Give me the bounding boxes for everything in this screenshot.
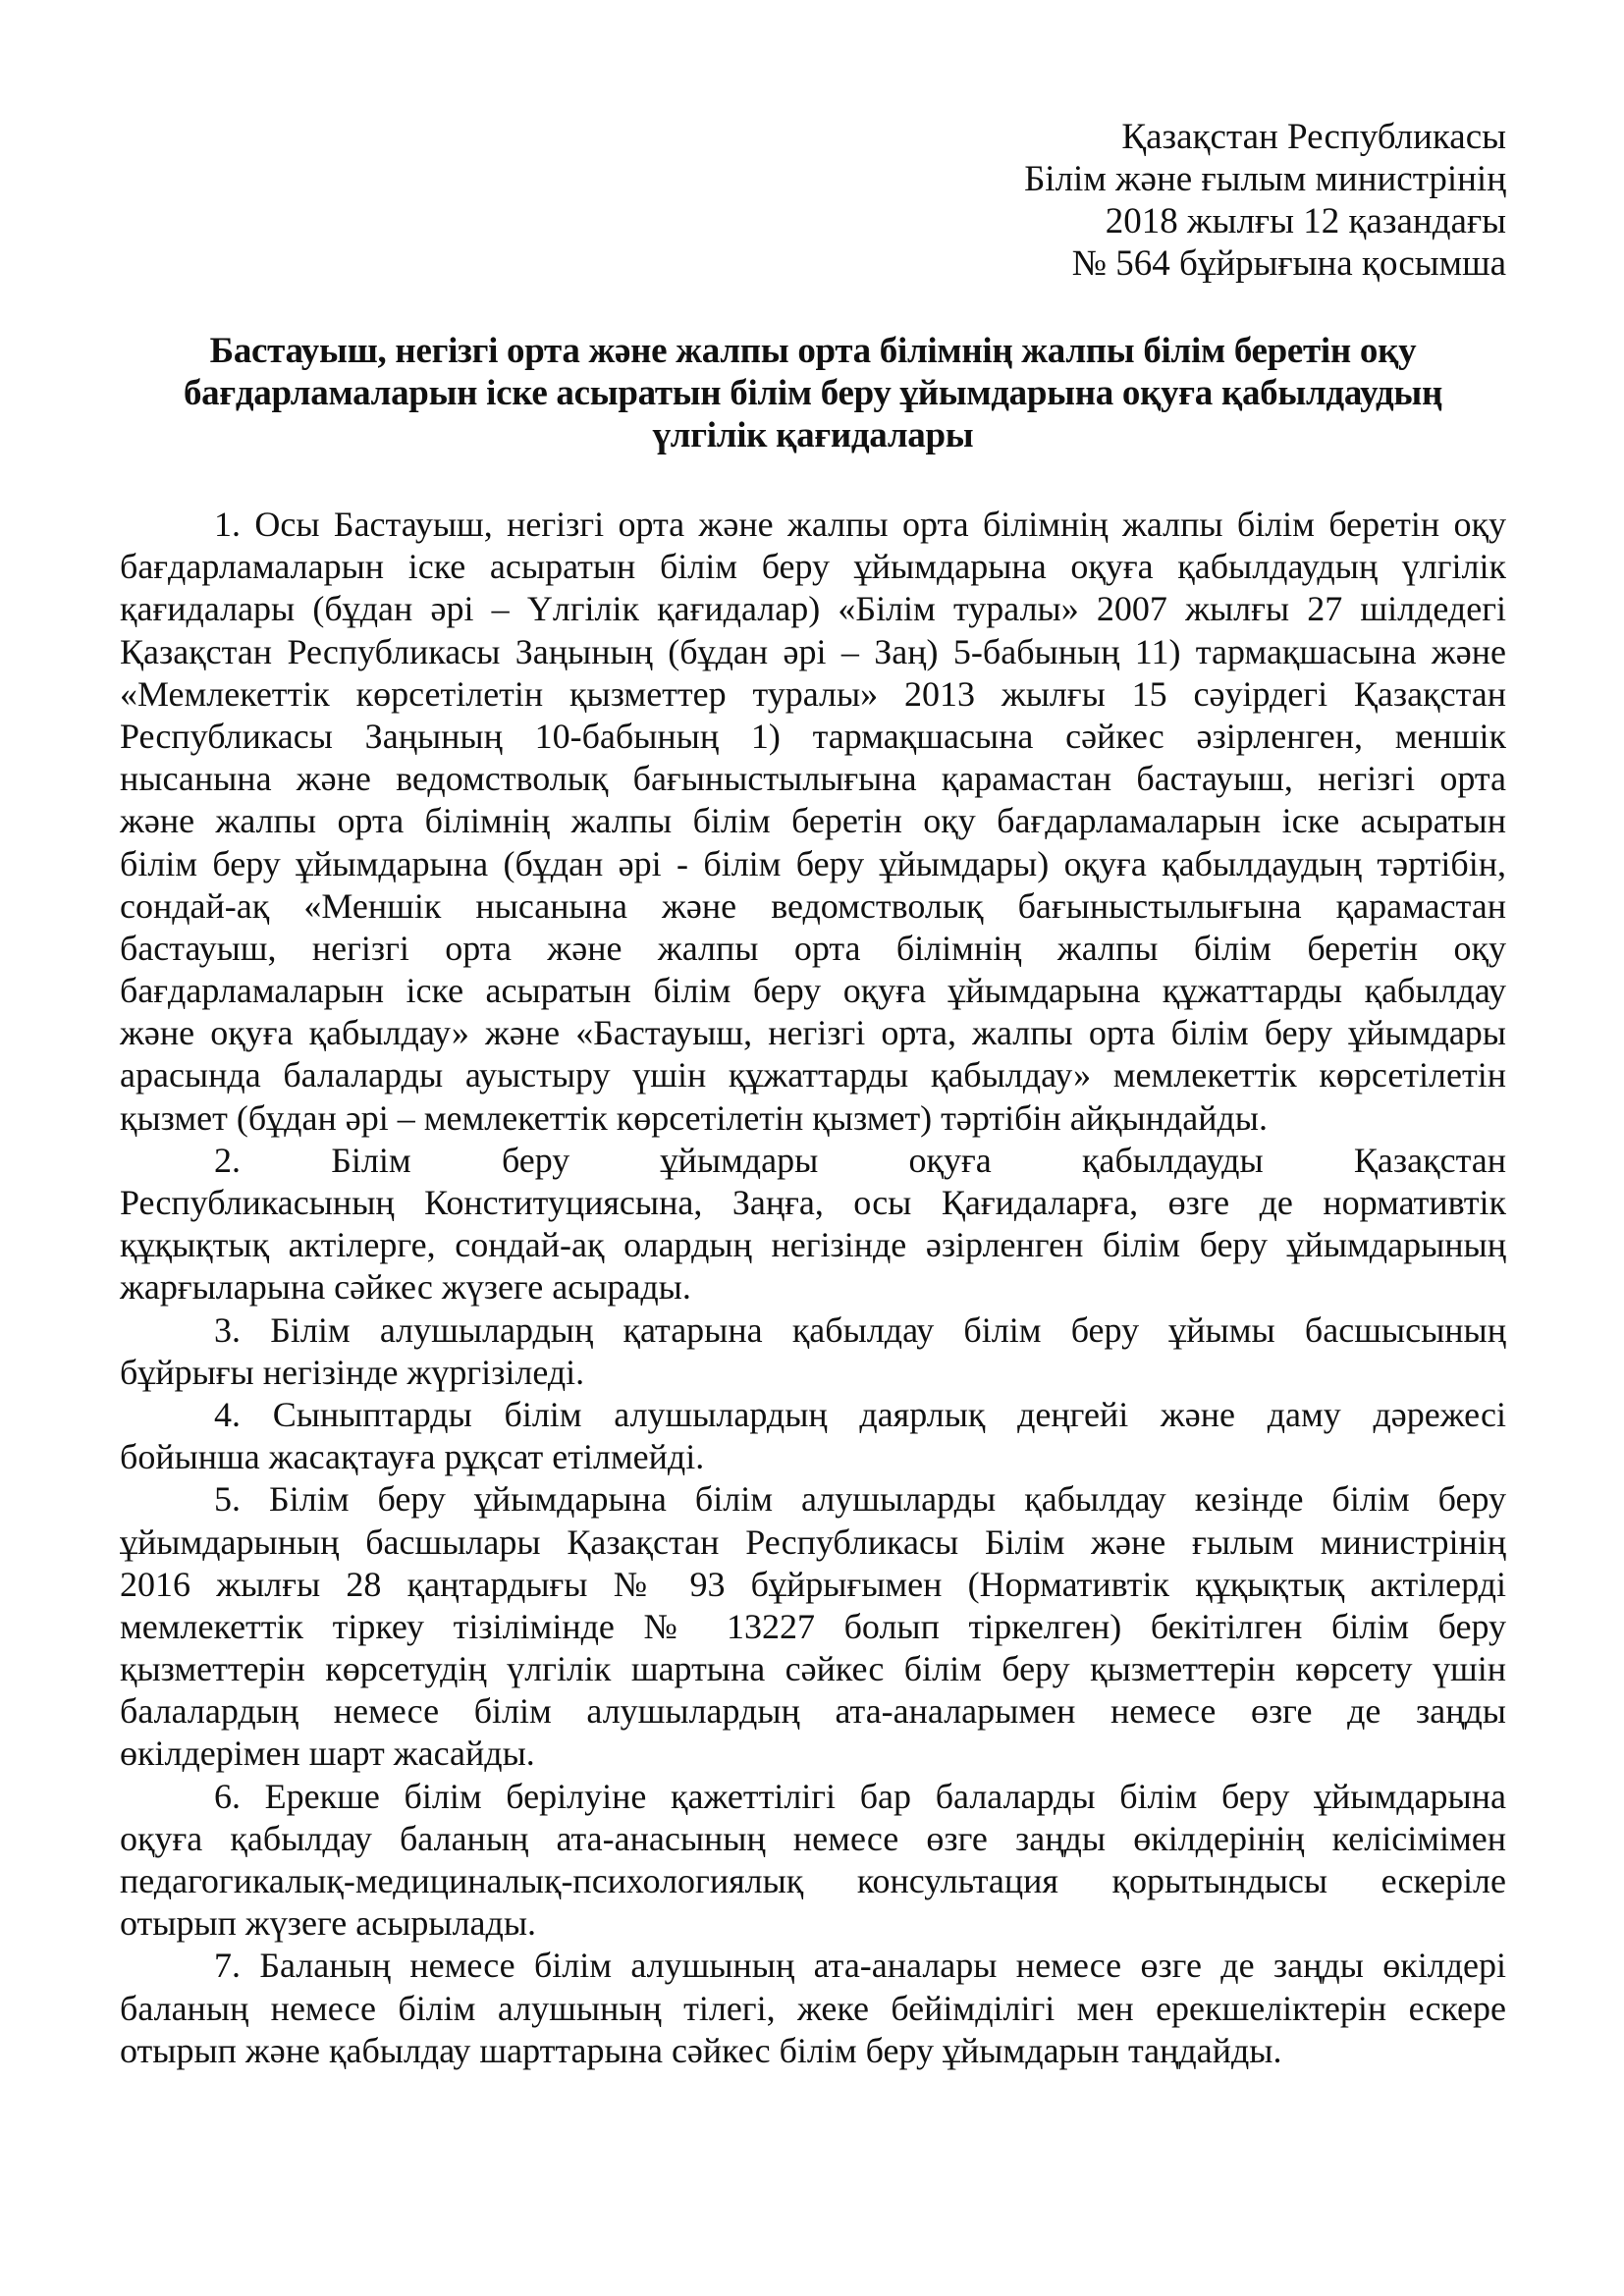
text-line: 7. Баланың немесе білім алушының ата-аналары немесе өзге де заңды өкілдері [214, 1946, 1506, 1986]
text-line: жарғыларына сәйкес жүзеге асырады. [120, 1267, 691, 1308]
text-line: 4. Сыныптарды білім алушылардың даярлық деңгейі және даму дәрежесі [214, 1394, 1506, 1434]
text-line: білім беру ұйымдарына (бұдан әрі - білім беру ұйымдары) оқуға қабылдаудың тәртібін, [120, 843, 1506, 883]
header-line: Қазақстан Республикасы [1121, 117, 1506, 157]
text-line: отырып жүзеге асырылады. [120, 1903, 537, 1944]
text-line: арасында балаларды ауыстыру үшін құжаттарды қабылдау» мемлекеттік көрсетілетін [120, 1055, 1506, 1095]
title-line: бағдарламаларын іске асыратын білім беру ұйымдарына оқуға қабылдаудың [183, 373, 1443, 413]
text-line: баланың немесе білім алушының тілегі, жеке бейімділігі мен ерекшеліктерін ескере [120, 1988, 1506, 2028]
text-line: қағидалары (бұдан әрі – Үлгілік қағидалар) «Білім туралы» 2007 жылғы 27 шілдедегі [120, 589, 1506, 629]
title-line: Бастауыш, негізгі орта және жалпы орта білімнің жалпы білім беретін оқу [209, 331, 1417, 371]
text-line: балалардың немесе білім алушылардың ата-аналарымен немесе өзге де заңды [120, 1691, 1506, 1732]
text-line: отырып және қабылдау шарттарына сәйкес білім беру ұйымдарын таңдайды. [120, 2030, 1282, 2070]
text-line: бойынша жасақтауға рұқсат етілмейді. [120, 1437, 705, 1477]
document-body [120, 504, 1506, 2072]
text-line: 3. Білім алушылардың қатарына қабылдау білім беру ұйымы басшысының [214, 1309, 1506, 1350]
text-line: құқықтық актілерге, сондай-ақ олардың негізінде әзірленген білім беру ұйымдарының [120, 1225, 1506, 1265]
text-line: мемлекеттік тіркеу тізілімінде № 13227 болып тіркелген) бекітілген білім беру [120, 1606, 1506, 1646]
text-line: бағдарламаларын іске асыратын білім беру оқуға ұйымдарына құжаттарды қабылдау [120, 971, 1506, 1011]
header-line: Білім және ғылым министрінің [1024, 159, 1506, 199]
text-line: және оқуға қабылдау» және «Бастауыш, негізгі орта, жалпы орта білім беру ұйымдары [120, 1013, 1506, 1053]
text-line: Республикасының Конституциясына, Заңға, осы Қағидаларға, өзге де нормативтік [120, 1183, 1506, 1222]
text-line: қызметтерін көрсетудің үлгілік шартына сәйкес білім беру қызметтерін көрсету үшін [120, 1649, 1506, 1689]
document-title [120, 330, 1506, 456]
appendix-header [1024, 116, 1506, 285]
text-line: 5. Білім беру ұйымдарына білім алушыларды қабылдау кезінде білім беру [214, 1479, 1506, 1520]
text-line: және жалпы орта білімнің жалпы білім беретін оқу бағдарламаларын іске асыратын [120, 801, 1506, 841]
text-line: нысанына және ведомстволық бағыныстылығына қарамастан бастауыш, негізгі орта [120, 759, 1506, 799]
text-line: Республикасы Заңының 10-бабының 1) тармақшасына сәйкес әзірленген, меншік [120, 716, 1506, 756]
text-line: 6. Ерекше білім берілуіне қажеттілігі бар балаларды білім беру ұйымдарына [214, 1776, 1506, 1816]
text-line: бағдарламаларын іске асыратын білім беру ұйымдарына оқуға қабылдаудың үлгілік [120, 547, 1506, 587]
text-line: өкілдерімен шарт жасайды. [120, 1734, 535, 1774]
header-line: № 564 бұйрығына қосымша [1071, 243, 1506, 284]
text-line: 2. Білім беру ұйымдары оқуға қабылдауды Қазақстан [214, 1140, 1506, 1180]
text-line: «Мемлекеттік көрсетілетін қызметтер туралы» 2013 жылғы 15 сәуірдегі Қазақстан [120, 673, 1506, 714]
paragraph-1 [120, 504, 1506, 1140]
paragraph-3 [120, 1309, 1506, 1394]
paragraph-4 [120, 1394, 1506, 1478]
text-line: қызмет (бұдан әрі – мемлекеттік көрсетілетін қызмет) тәртібін айқындайды. [120, 1097, 1268, 1138]
text-line: сондай-ақ «Меншік нысанына және ведомстволық бағыныстылығына қарамастан [120, 885, 1506, 926]
title-line: үлгілік қағидалары [652, 415, 974, 455]
paragraph-5 [120, 1478, 1506, 1775]
header-line: 2018 жылғы 12 қазандағы [1105, 201, 1506, 241]
paragraph-2 [120, 1140, 1506, 1309]
text-line: оқуға қабылдау баланың ата-анасының немесе өзге заңды өкілдерінің келісімімен [120, 1818, 1506, 1858]
paragraph-7 [120, 1945, 1506, 2072]
paragraph-6 [120, 1776, 1506, 1946]
text-line: Қазақстан Республикасы Заңының (бұдан әрі – Заң) 5-бабының 11) тармақшасына және [120, 631, 1506, 671]
text-line: 1. Осы Бастауыш, негізгі орта және жалпы орта білімнің жалпы білім беретін оқу [214, 505, 1506, 544]
text-line: бұйрығы негізінде жүргізіледі. [120, 1352, 585, 1392]
text-line: 2016 жылғы 28 қаңтардығы № 93 бұйрығымен (Нормативтік құқықтық актілерді [120, 1564, 1506, 1604]
text-line: ұйымдарының басшылары Қазақстан Республикасы Білім және ғылым министрінің [120, 1522, 1506, 1562]
text-line: педагогикалық-медициналық-психологиялық консультация қорытындысы ескеріле [120, 1861, 1506, 1900]
text-line: бастауыш, негізгі орта және жалпы орта білімнің жалпы білім беретін оқу [120, 928, 1506, 968]
